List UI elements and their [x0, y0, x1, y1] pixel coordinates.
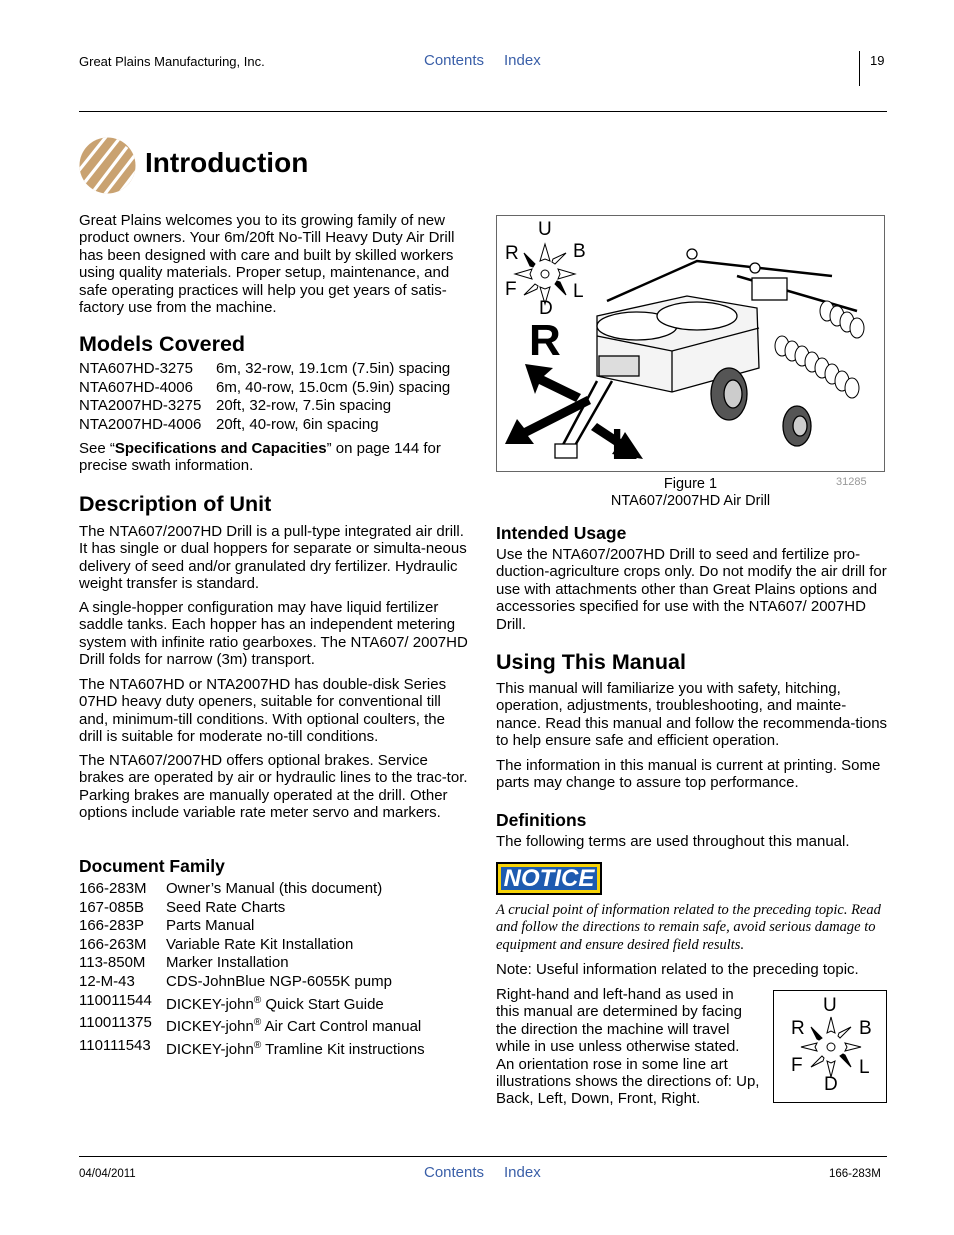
big-r-label: R	[529, 316, 561, 365]
figure-caption	[496, 476, 885, 510]
header-contents-link[interactable]: Contents	[424, 52, 485, 69]
table-row	[79, 1014, 425, 1037]
model-code: NTA607HD-3275	[79, 360, 193, 377]
model-desc: 20ft, 32-row, 7.5in spacing	[216, 397, 392, 415]
hands-paragraph: Right-hand and left-hand as used in this manual are determined by facing the direction the machine will travel while in use unless otherwise stated. An orientation rose in some line art illustrations shows the directions of: Up, Back, Left, Down, Front, Right.	[496, 986, 760, 1108]
doc-number: 166-263M	[79, 935, 147, 953]
description-p3: The NTA607HD or NTA2007HD has double-disk Series 07HD heavy duty openers, suitable for conventional till and, minimum-till conditions. With optional coulters, the drill is suitable for moderate no-till conditions.	[79, 676, 447, 746]
table-row	[79, 992, 425, 1015]
models-table	[79, 360, 450, 434]
doc-title: Owner’s Manual (this document)	[166, 880, 383, 897]
big-l-label: L	[611, 420, 638, 469]
rose-back: B	[573, 241, 586, 262]
document-family-table	[79, 880, 425, 1059]
table-row	[79, 360, 450, 379]
rose-right: R	[791, 1018, 805, 1039]
using-manual-p2: The information in this manual is current at printing. Some parts may change to assure top performance.	[496, 757, 881, 792]
specs-link[interactable]: Specifications and Capacities	[114, 440, 327, 457]
table-row	[79, 397, 450, 416]
doc-number: 110011544	[79, 991, 152, 1009]
table-row	[79, 936, 425, 955]
footer-contents-link[interactable]: Contents	[424, 1164, 485, 1181]
figure-label: Figure 1	[663, 476, 718, 492]
doc-title: Variable Rate Kit Installation	[166, 935, 354, 953]
header-index-link[interactable]: Index	[504, 52, 541, 69]
page-title: Introduction	[145, 147, 309, 178]
figure-air-drill	[496, 215, 885, 472]
notice-badge	[496, 862, 602, 895]
table-row	[79, 379, 450, 398]
description-p4: The NTA607/2007HD offers optional brakes. Service brakes are operated by air or hydraulic lines to the trac-tor. Parking brakes are manually operated at the drill. Other options include variable rate meter servo and markers.	[79, 752, 468, 822]
table-row	[79, 899, 425, 918]
table-row	[79, 1037, 425, 1060]
footer-date: 04/04/2011	[79, 1168, 136, 1180]
model-desc: 20ft, 40-row, 6in spacing	[216, 415, 379, 433]
doc-title: DICKEY-john® Air Cart Control manual	[166, 1017, 422, 1036]
figure-title: NTA607/2007HD Air Drill	[610, 493, 771, 509]
great-plains-logo-icon	[79, 137, 136, 194]
doc-number: 167-085B	[79, 898, 145, 916]
description-p2: A single-hopper configuration may have liquid fertilizer saddle tanks. Each hopper has an independent metering system with infinite ratio gearboxes. The NTA607/ 2007HD Drill folds for narrow (3m) transport.	[79, 599, 468, 669]
table-row	[79, 954, 425, 973]
doc-number: 12-M-43	[79, 972, 135, 990]
rose-front: F	[791, 1055, 803, 1076]
intended-usage-heading: Intended Usage	[496, 523, 627, 543]
model-code: NTA2007HD-3275	[79, 397, 202, 415]
header-divider	[859, 51, 860, 86]
rose-up: U	[823, 995, 837, 1016]
definitions-heading: Definitions	[496, 810, 587, 830]
doc-title: CDS-JohnBlue NGP-6055K pump	[166, 972, 392, 990]
specs-reference	[79, 440, 471, 475]
doc-number: 110111543	[79, 1036, 151, 1054]
doc-number: 110011375	[79, 1014, 152, 1032]
model-code: NTA2007HD-4006	[79, 415, 202, 433]
orientation-rose-box	[773, 990, 887, 1103]
notice-text: A crucial point of information related to the preceding topic. Read and follow the directions to remain safe, avoid serious damage to equipment and ensure desired field results.	[496, 902, 881, 953]
using-manual-heading: Using This Manual	[496, 650, 686, 674]
definitions-intro: The following terms are used throughout this manual.	[496, 833, 850, 850]
rose-right: R	[505, 243, 519, 264]
figure-number: 31285	[836, 476, 867, 488]
header-rule	[79, 111, 887, 112]
see-prefix: See “	[79, 440, 115, 457]
doc-title: DICKEY-john® Tramline Kit instructions	[166, 1039, 425, 1058]
model-desc: 6m, 32-row, 19.1cm (7.5in) spacing	[216, 360, 451, 377]
doc-title: DICKEY-john® Quick Start Guide	[166, 994, 384, 1013]
description-heading: Description of Unit	[79, 492, 272, 516]
table-row	[79, 416, 450, 435]
intro-paragraph: Great Plains welcomes you to its growing family of new product owners. Your 6m/20ft No-Till Heavy Duty Air Drill has been designed with care and built by skilled workers using quality materials. Proper setup, maintenance, and safe operating practices will help you get years of satis-factory use from the machine.	[79, 212, 455, 317]
notice-label: NOTICE	[501, 867, 597, 890]
model-code: NTA607HD-4006	[79, 378, 193, 396]
using-manual-p1: This manual will familiarize you with safety, hitching, operation, adjustments, troubleshooting, and mainte-nance. Read this manual and follow the recommenda-tions to help ensure safe and efficient operation.	[496, 680, 888, 750]
doc-title: Marker Installation	[166, 954, 289, 972]
intended-usage-text: Use the NTA607/2007HD Drill to seed and fertilize pro-duction-agriculture crops only. Do not modify the air drill for use with attachments other than Great Plains options and accessories specified for use with the NTA607/ 2007HD Drill.	[496, 546, 887, 633]
table-row	[79, 880, 425, 899]
doc-title: Seed Rate Charts	[166, 898, 286, 916]
footer-rule	[79, 1156, 887, 1157]
doc-title: Parts Manual	[166, 917, 255, 935]
models-heading: Models Covered	[79, 332, 246, 356]
header-company: Great Plains Manufacturing, Inc.	[79, 54, 265, 69]
document-family-heading: Document Family	[79, 856, 225, 876]
page-number: 19	[870, 53, 885, 68]
doc-number: 166-283P	[79, 917, 145, 935]
table-row	[79, 917, 425, 936]
rose-left: L	[573, 281, 584, 302]
rose-front: F	[505, 279, 517, 300]
rose-back: B	[859, 1018, 872, 1039]
rose-left: L	[859, 1057, 870, 1078]
footer-index-link[interactable]: Index	[504, 1164, 541, 1181]
description-p1: The NTA607/2007HD Drill is a pull-type integrated air drill. It has single or dual hoppers for separate or simulta-neous delivery of seed and/or granulated dry fertilizer. Hydraulic weight transfer is standard.	[79, 523, 467, 593]
rose-up: U	[538, 219, 552, 240]
doc-number: 166-283M	[79, 880, 147, 897]
see-suffix: ” on page 144 for precise swath information.	[79, 440, 441, 475]
rose-down: D	[824, 1074, 838, 1095]
footer-doc-number: 166-283M	[829, 1168, 881, 1180]
note-text: Note: Useful information related to the preceding topic.	[496, 961, 859, 978]
table-row	[79, 973, 425, 992]
doc-number: 113-850M	[79, 954, 146, 972]
rose-down: D	[539, 298, 553, 319]
model-desc: 6m, 40-row, 15.0cm (5.9in) spacing	[216, 378, 451, 396]
